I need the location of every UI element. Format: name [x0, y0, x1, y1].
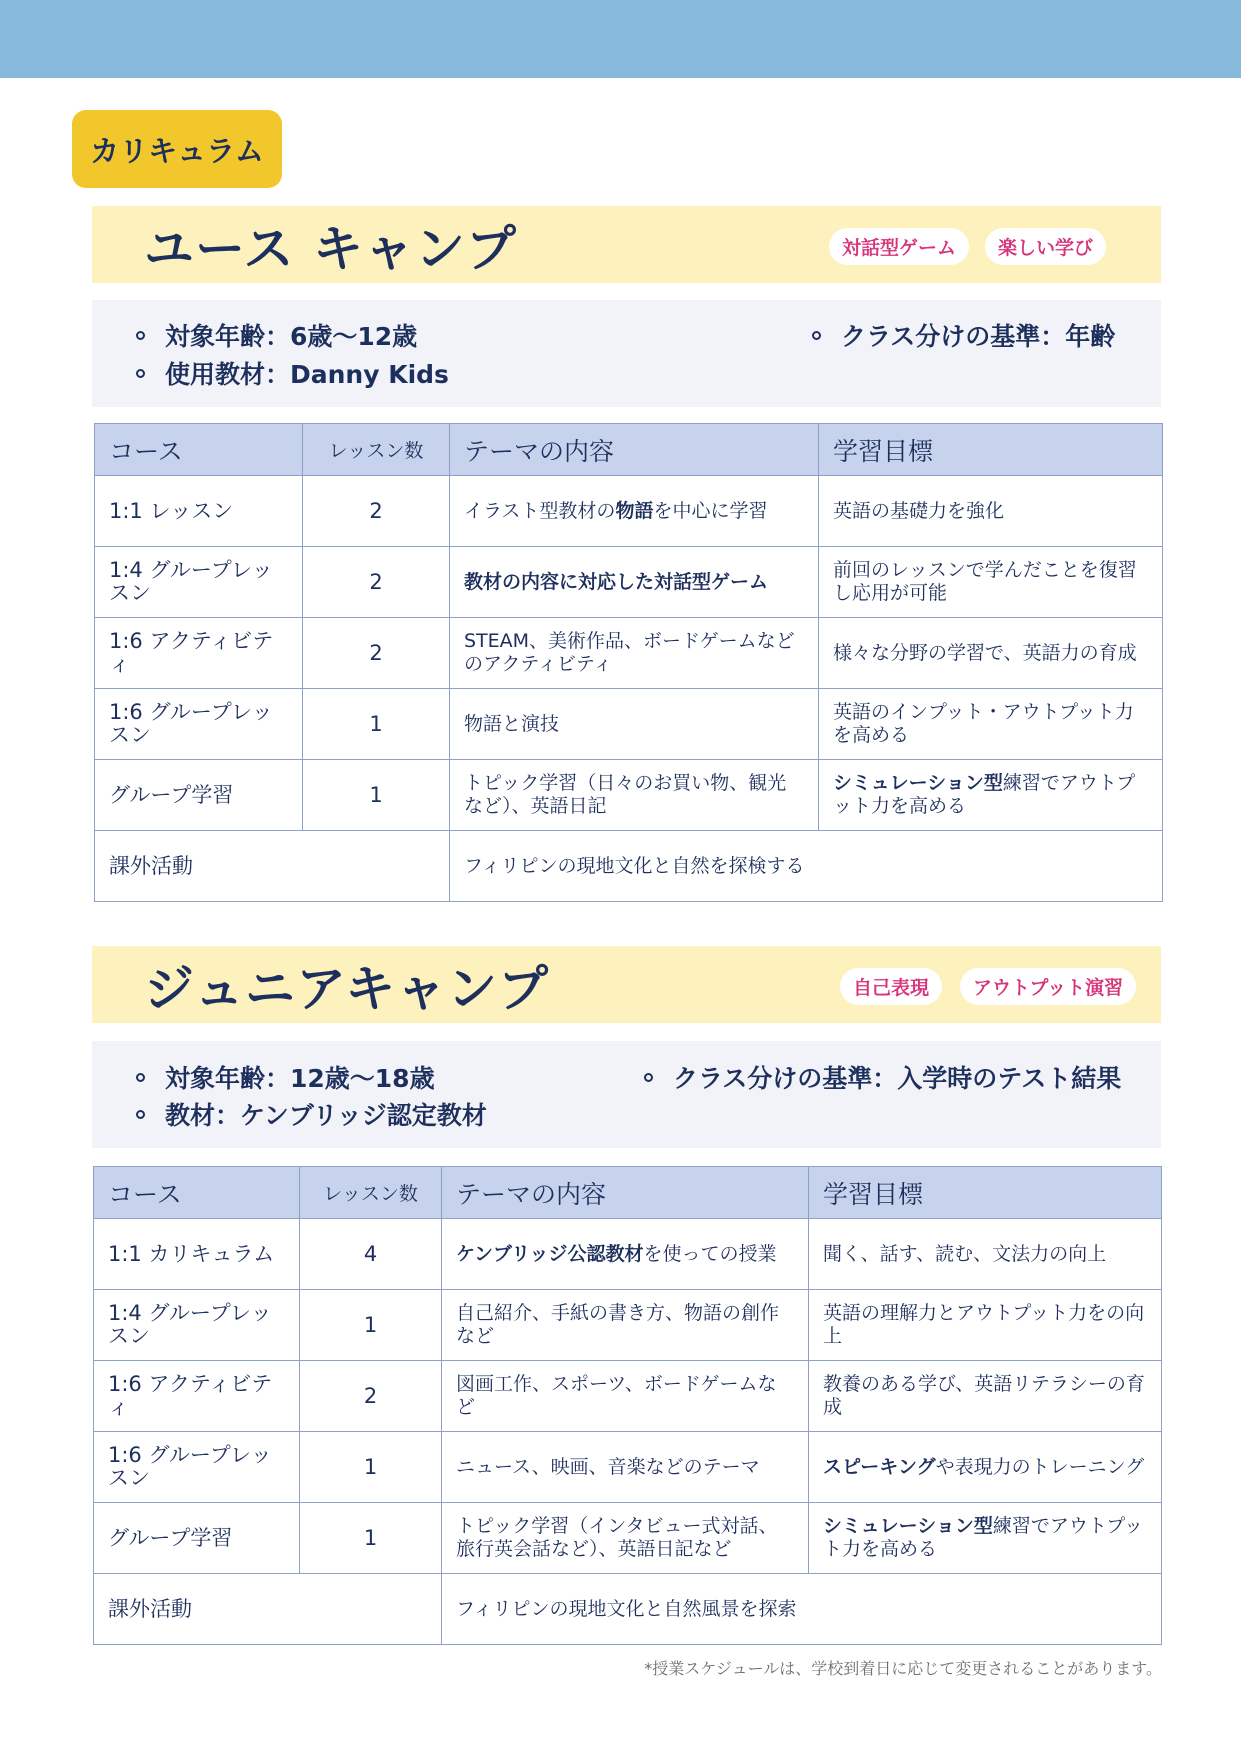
table-row [94, 1432, 1162, 1503]
course-cell: グループ学習 [94, 1503, 300, 1574]
theme-cell: 教材の内容に対応した対話型ゲーム [450, 547, 819, 618]
theme-cell: トピック学習（日々のお買い物、観光など）、英語日記 [450, 760, 819, 831]
table-header-row [94, 1167, 1162, 1219]
section-tag: カリキュラム [72, 110, 282, 188]
youth-material [136, 355, 449, 391]
table-row [95, 547, 1163, 618]
youth-material-text: 使用教材：Danny Kids [165, 360, 449, 389]
schedule-footnote: *授業スケジュールは、学校到着日に応じて変更されることがあります。 [644, 1659, 1162, 1678]
youth-target-age-text: 対象年齢：6歳〜12歳 [165, 322, 418, 351]
course-cell: 課外活動 [94, 1574, 442, 1645]
header-lesson-count: レッスン数 [300, 1167, 442, 1219]
count-cell: 1 [300, 1290, 442, 1361]
junior-tag-output-practice: アウトプット演習 [960, 968, 1136, 1005]
header-theme: テーマの内容 [450, 424, 819, 476]
theme-cell: ケンブリッジ公認教材を使っての授業 [442, 1219, 809, 1290]
course-cell: 1:4 グループレッスン [95, 547, 303, 618]
theme-cell: イラスト型教材の物語を中心に学習 [450, 476, 819, 547]
course-cell: グループ学習 [95, 760, 303, 831]
count-cell: 2 [303, 618, 450, 689]
count-cell: 2 [300, 1361, 442, 1432]
top-header-band [0, 0, 1241, 78]
theme-cell: ニュース、映画、音楽などのテーマ [442, 1432, 809, 1503]
header-goal: 学習目標 [809, 1167, 1162, 1219]
youth-curriculum-table [94, 423, 1163, 902]
junior-tag-self-expression: 自己表現 [840, 968, 942, 1005]
junior-target-age [136, 1059, 435, 1095]
count-cell: 1 [303, 689, 450, 760]
junior-target-age-text: 対象年齢：12歳〜18歳 [165, 1064, 435, 1093]
junior-material [136, 1096, 487, 1132]
goal-cell: スピーキングや表現力のトレーニング [809, 1432, 1162, 1503]
junior-material-text: 教材：ケンブリッジ認定教材 [165, 1101, 487, 1130]
header-lesson-count: レッスン数 [303, 424, 450, 476]
theme-cell: STEAM、美術作品、ボードゲームなどのアクティビティ [450, 618, 819, 689]
goal-cell: シミュレーション型練習でアウトプット力を高める [809, 1503, 1162, 1574]
goal-cell: 前回のレッスンで学んだことを復習し応用が可能 [819, 547, 1163, 618]
activity-cell: フィリピンの現地文化と自然を探検する [450, 831, 1163, 902]
bullet-icon [136, 1110, 145, 1119]
goal-cell: 英語のインプット・アウトプット力を高める [819, 689, 1163, 760]
youth-camp-banner [92, 206, 1161, 283]
goal-cell: 様々な分野の学習で、英語力の育成 [819, 618, 1163, 689]
youth-target-age [136, 317, 417, 353]
junior-camp-banner [92, 946, 1161, 1023]
table-header-row [95, 424, 1163, 476]
course-cell: 1:1 カリキュラム [94, 1219, 300, 1290]
count-cell: 2 [303, 547, 450, 618]
table-row-extracurricular [95, 831, 1163, 902]
youth-tag-dialogue-game: 対話型ゲーム [829, 228, 969, 265]
header-course: コース [94, 1167, 300, 1219]
junior-class-criteria-text: クラス分けの基準：入学時のテスト結果 [673, 1064, 1122, 1093]
goal-cell: 英語の基礎力を強化 [819, 476, 1163, 547]
table-row [95, 618, 1163, 689]
count-cell: 1 [300, 1432, 442, 1503]
course-cell: 1:6 グループレッスン [95, 689, 303, 760]
course-cell: 1:6 アクティビティ [94, 1361, 300, 1432]
course-cell: 1:6 アクティビティ [95, 618, 303, 689]
header-goal: 学習目標 [819, 424, 1163, 476]
bullet-icon [644, 1073, 653, 1082]
bullet-icon [136, 331, 145, 340]
count-cell: 2 [303, 476, 450, 547]
theme-cell: トピック学習（インタビュー式対話、旅行英会話など）、英語日記など [442, 1503, 809, 1574]
course-cell: 課外活動 [95, 831, 450, 902]
junior-camp-title: ジュニアキャンプ [144, 959, 549, 1018]
header-course: コース [95, 424, 303, 476]
theme-cell: 物語と演技 [450, 689, 819, 760]
table-row [95, 689, 1163, 760]
table-row [95, 476, 1163, 547]
youth-info-box [92, 300, 1161, 407]
youth-camp-title: ユース キャンプ [144, 219, 517, 278]
bullet-icon [812, 331, 821, 340]
table-row [94, 1361, 1162, 1432]
junior-curriculum-table [93, 1166, 1162, 1645]
goal-cell: 教養のある学び、英語リテラシーの育成 [809, 1361, 1162, 1432]
table-row [94, 1219, 1162, 1290]
activity-cell: フィリピンの現地文化と自然風景を探索 [442, 1574, 1162, 1645]
theme-cell: 図画工作、スポーツ、ボードゲームなど [442, 1361, 809, 1432]
count-cell: 4 [300, 1219, 442, 1290]
junior-class-criteria [644, 1059, 1121, 1095]
theme-cell: 自己紹介、手紙の書き方、物語の創作など [442, 1290, 809, 1361]
youth-class-criteria-text: クラス分けの基準：年齢 [841, 322, 1116, 351]
table-row [95, 760, 1163, 831]
goal-cell: 英語の理解力とアウトプット力をの向上 [809, 1290, 1162, 1361]
table-row-extracurricular [94, 1574, 1162, 1645]
junior-info-box [92, 1041, 1161, 1148]
course-cell: 1:1 レッスン [95, 476, 303, 547]
header-theme: テーマの内容 [442, 1167, 809, 1219]
goal-cell: シミュレーション型練習でアウトプット力を高める [819, 760, 1163, 831]
youth-tag-fun-learning: 楽しい学び [985, 228, 1106, 265]
course-cell: 1:6 グループレッスン [94, 1432, 300, 1503]
bullet-icon [136, 369, 145, 378]
table-row [94, 1503, 1162, 1574]
count-cell: 1 [303, 760, 450, 831]
goal-cell: 聞く、話す、読む、文法力の向上 [809, 1219, 1162, 1290]
table-row [94, 1290, 1162, 1361]
youth-class-criteria [812, 317, 1115, 353]
count-cell: 1 [300, 1503, 442, 1574]
course-cell: 1:4 グループレッスン [94, 1290, 300, 1361]
bullet-icon [136, 1073, 145, 1082]
